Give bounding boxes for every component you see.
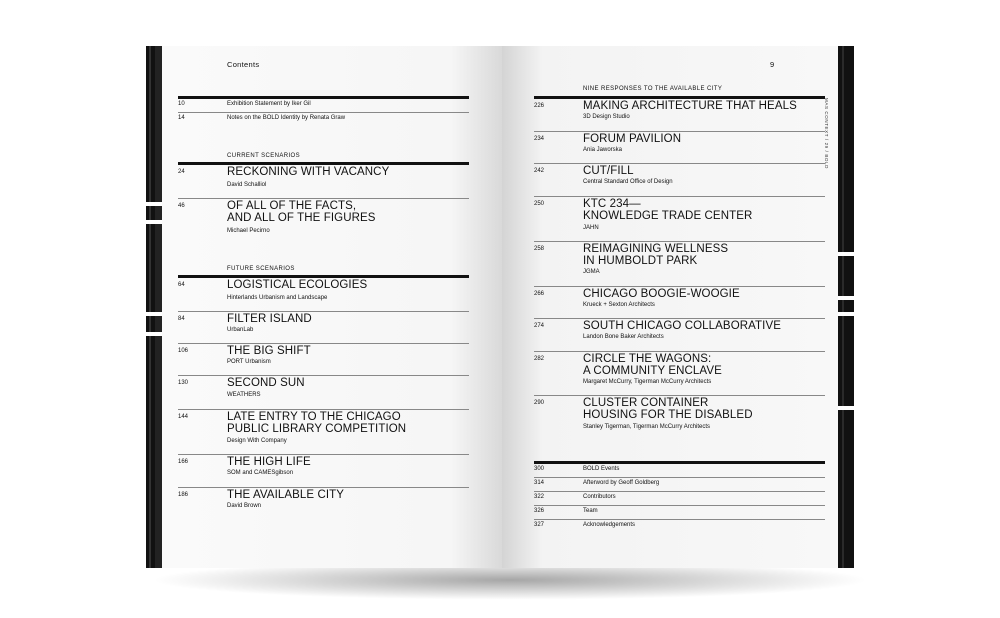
- entry-author: Design With Company: [227, 438, 287, 444]
- toc-entry: [178, 199, 469, 244]
- page-ref: 322: [534, 494, 545, 500]
- toc-row: [178, 99, 469, 113]
- entry-title: CUT/FILL: [583, 165, 634, 177]
- toc-entry: [178, 410, 469, 455]
- entry-title: CHICAGO BOOGIE-WOOGIE: [583, 288, 740, 300]
- edge-notch: [146, 312, 162, 316]
- page-ref: 106: [178, 348, 189, 354]
- entry-title: THE AVAILABLE CITY: [227, 489, 345, 501]
- entry-title: REIMAGINING WELLNESS IN HUMBOLDT PARK: [583, 243, 729, 267]
- page-ref: 242: [534, 168, 545, 174]
- entry-author: David Brown: [227, 503, 262, 509]
- spine-running-head: MAS CONTEXT / 29 / BOLD: [824, 98, 829, 169]
- page-ref: 266: [534, 291, 545, 297]
- entry-title: LOGISTICAL ECOLOGIES: [227, 279, 368, 291]
- page-ref: 326: [534, 508, 545, 514]
- toc-entry: [534, 319, 825, 352]
- entry-title: SOUTH CHICAGO COLLABORATIVE: [583, 320, 782, 332]
- page-ref: 186: [178, 492, 189, 498]
- entry-author: Hinterlands Urbanism and Landscape: [227, 295, 328, 301]
- toc-entry: [178, 455, 469, 488]
- entry-title: MAKING ARCHITECTURE THAT HEALS: [583, 100, 797, 112]
- entry-title: CIRCLE THE WAGONS: A COMMUNITY ENCLAVE: [583, 353, 722, 377]
- entry-author: Stanley Tigerman, Tigerman McCurry Architects: [583, 424, 711, 430]
- page-ref: 166: [178, 459, 189, 465]
- entry-author: Central Standard Office of Design: [583, 179, 673, 185]
- edge-notch: [838, 312, 854, 316]
- toc-row: [178, 113, 469, 126]
- toc-entry: [534, 197, 825, 242]
- page-number: 9: [770, 60, 775, 69]
- entry-title: FILTER ISLAND: [227, 313, 312, 325]
- toc-row: [534, 506, 825, 520]
- page-ref: 234: [534, 136, 545, 142]
- page-ref: 274: [534, 323, 545, 329]
- page-ref: 10: [178, 101, 185, 107]
- section-label: NINE RESPONSES TO THE AVAILABLE CITY: [583, 86, 723, 92]
- entry-text: BOLD Events: [583, 466, 620, 472]
- entry-title: SECOND SUN: [227, 377, 305, 389]
- toc-entry: [534, 132, 825, 164]
- page-ref: 282: [534, 356, 545, 362]
- entry-text: Afterword by Geoff Goldberg: [583, 480, 660, 486]
- toc-entry: [178, 165, 469, 199]
- toc-row: [534, 464, 825, 478]
- page-ref: 250: [534, 201, 545, 207]
- edge-notch: [838, 296, 854, 300]
- entry-author: JAHN: [583, 225, 599, 231]
- toc-entry: [534, 396, 825, 440]
- left-page-edge: [146, 46, 162, 568]
- toc-entry: [178, 278, 469, 312]
- page-ref: 84: [178, 316, 185, 322]
- edge-notch: [146, 332, 162, 336]
- toc-entry: [178, 312, 469, 344]
- toc-entry: [178, 488, 469, 518]
- toc-row: [534, 520, 825, 533]
- toc-entry: [534, 164, 825, 197]
- entry-author: WEATHERS: [227, 392, 261, 398]
- entry-title: FORUM PAVILION: [583, 133, 682, 145]
- toc-row: [534, 492, 825, 506]
- toc-entry: [178, 344, 469, 376]
- page-ref: 258: [534, 246, 545, 252]
- page-ref: 327: [534, 522, 545, 528]
- edge-notch: [146, 220, 162, 224]
- page-header: Contents: [227, 60, 260, 69]
- entry-author: JGMA: [583, 269, 600, 275]
- entry-text: Acknowledgements: [583, 522, 636, 528]
- entry-text: Exhibition Statement by Iker Gil: [227, 101, 311, 107]
- right-page: [502, 46, 838, 568]
- page-ref: 226: [534, 103, 545, 109]
- entry-text: Team: [583, 508, 598, 514]
- entry-title: THE BIG SHIFT: [227, 345, 311, 357]
- edge-notch: [146, 202, 162, 206]
- entry-text: Notes on the BOLD Identity by Renata Graw: [227, 115, 346, 121]
- entry-author: Krueck + Sexton Architects: [583, 302, 655, 308]
- section-label: FUTURE SCENARIOS: [227, 266, 295, 272]
- toc-entry: [534, 352, 825, 396]
- entry-text: Contributors: [583, 494, 616, 500]
- entry-author: Ania Jaworska: [583, 147, 623, 153]
- toc-entry: [534, 242, 825, 287]
- toc-entry: [534, 287, 825, 319]
- toc-entry: [534, 99, 825, 132]
- entry-author: Michael Pecirno: [227, 228, 270, 234]
- entry-title: KTC 234— KNOWLEDGE TRADE CENTER: [583, 198, 753, 222]
- toc-row: [534, 478, 825, 492]
- entry-author: Margaret McCurry, Tigerman McCurry Architects: [583, 379, 712, 385]
- page-ref: 300: [534, 466, 545, 472]
- entry-title: LATE ENTRY TO THE CHICAGO PUBLIC LIBRARY COMPETITION: [227, 411, 407, 435]
- edge-notch: [838, 252, 854, 256]
- entry-title: OF ALL OF THE FACTS, AND ALL OF THE FIGURES: [227, 200, 376, 224]
- entry-author: Landon Bone Baker Architects: [583, 334, 664, 340]
- page-ref: 14: [178, 115, 185, 121]
- page-ref: 144: [178, 414, 189, 420]
- left-page: [162, 46, 502, 568]
- entry-author: 3D Design Studio: [583, 114, 630, 120]
- page-ref: 64: [178, 282, 185, 288]
- entry-title: CLUSTER CONTAINER HOUSING FOR THE DISABLED: [583, 397, 753, 421]
- edge-notch: [838, 406, 854, 410]
- entry-title: THE HIGH LIFE: [227, 456, 311, 468]
- entry-author: David Schalliol: [227, 182, 267, 188]
- toc-entry: [178, 376, 469, 410]
- entry-author: PORT Urbanism: [227, 359, 271, 365]
- page-ref: 24: [178, 169, 185, 175]
- page-ref: 290: [534, 400, 545, 406]
- entry-title: RECKONING WITH VACANCY: [227, 166, 390, 178]
- page-ref: 130: [178, 380, 189, 386]
- entry-author: UrbanLab: [227, 327, 254, 333]
- right-page-edge: [838, 46, 854, 568]
- page-ref: 46: [178, 203, 185, 209]
- entry-author: SOM and CAMESgibson: [227, 470, 294, 476]
- section-label: CURRENT SCENARIOS: [227, 153, 301, 159]
- page-ref: 314: [534, 480, 545, 486]
